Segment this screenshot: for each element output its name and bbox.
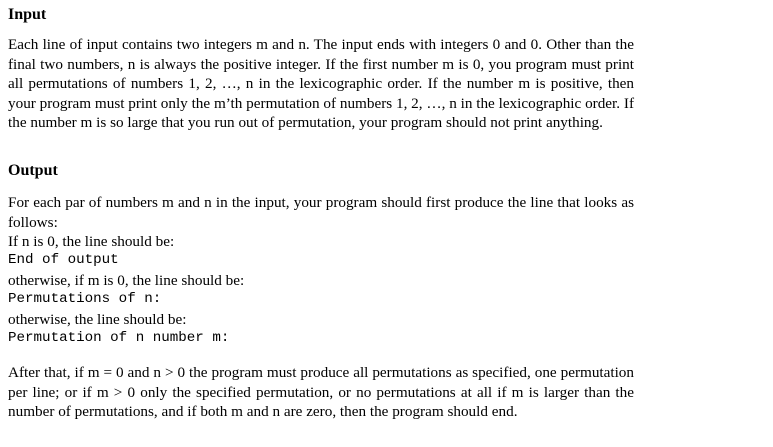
output-intro: For each par of numbers m and n in the input, your program should first produce the line that looks as follows: [8,194,634,231]
output-closing: After that, if m = 0 and n > 0 the program must produce all permutations as specified, one permutation per line; or if m > 0 only the specified permutation, or no permutations at all if m is larger than the number of permutations, and if both m and n are zero, then the program should end. [8,364,634,420]
case1-code: End of output [8,252,119,268]
input-heading: Input [8,6,47,23]
case3-label: otherwise, the line should be: [8,311,187,328]
output-heading: Output [8,162,58,179]
case2-label: otherwise, if m is 0, the line should be: [8,272,245,289]
case3-code: Permutation of n number m: [8,330,230,346]
case1-label: If n is 0, the line should be: [8,233,175,250]
input-paragraph: Each line of input contains two integers m and n. The input ends with integers 0 and 0. Other than the final two numbers, n is always the positive integer. If the first number m is 0, you program must print all permutations of numbers 1, 2, …, n in the lexicographic order. If the number m is positive, then your program must print only the m’th permutation of numbers 1, 2, …, n in the lexicographic order. If the number m is so large that you run out of permutation, your program should not print anything. [8,36,634,131]
case2-code: Permutations of n: [8,291,162,307]
